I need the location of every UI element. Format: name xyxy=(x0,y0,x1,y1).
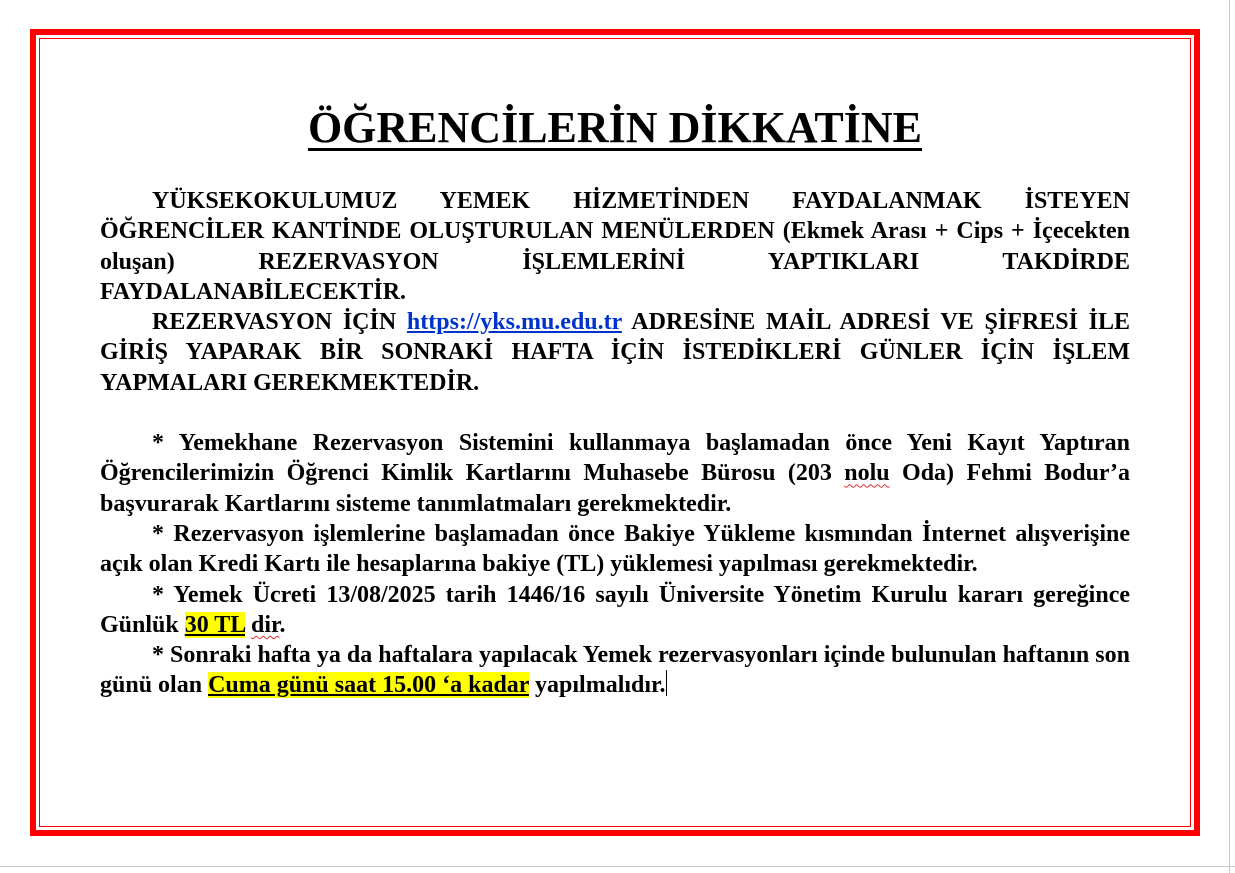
note-student-card xyxy=(100,428,1130,519)
note-deadline xyxy=(100,640,1130,701)
note-balance-loading xyxy=(100,519,1130,580)
note-meal-price-after: . xyxy=(279,611,286,638)
highlight-deadline: Cuma günü saat 15.00 ‘a kadar xyxy=(208,672,530,699)
note-deadline-before: * Sonraki hafta ya da haftalara yapılacak Yemek rezervasyonları içinde bulunulan haftanın son günü olan xyxy=(100,642,1130,699)
paragraph-reservation-text-after: ADRESİNE MAİL ADRESİ VE ŞİFRESİ İLE GİRİŞ YAPARAK BİR SONRAKİ HAFTA İÇİN İSTEDİKLERİ GÜNLER İÇİN İŞLEM YAPMALARI GEREKMEKTEDİR. xyxy=(100,309,1131,396)
text-cursor xyxy=(666,670,667,696)
spellcheck-word-dir[interactable]: dir xyxy=(251,611,280,638)
note-meal-price xyxy=(100,580,1130,641)
paragraph-reservation-text-before: REZERVASYON İÇİN xyxy=(152,309,407,336)
note-meal-price-before: * Yemek Ücreti 13/08/2025 tarih 1446/16 sayılı Üniversite Yönetim Kurulu kararı gereğince Günlük xyxy=(100,581,1130,638)
paragraph-reservation xyxy=(100,307,1130,398)
page-edge-bottom xyxy=(0,866,1235,867)
note-balance-loading-text: * Rezervasyon işlemlerine başlamadan önce Bakiye Yükleme kısmından İnternet alışverişine açık olan Kredi Kartı ile hesaplarına bakiye (TL) yüklemesi yapılması gerekmektedir. xyxy=(100,520,1130,578)
page-title: ÖĞRENCİLERİN DİKKATİNE xyxy=(307,103,923,152)
note-deadline-after: yapılmalıdır. xyxy=(529,672,666,699)
note-student-card-before: * Yemekhane Rezervasyon Sistemini kullanmaya başlamadan önce Yeni Kayıt Yaptıran Öğrencilerimizin Öğrenci Kimlik Kartlarını Muhasebe Bürosu (203 xyxy=(100,430,1130,487)
document-body[interactable] xyxy=(100,186,1130,701)
empty-paragraph xyxy=(100,398,1130,428)
highlight-price: 30 TL xyxy=(184,611,245,638)
page-edge-right xyxy=(1229,0,1230,873)
reservation-link[interactable]: https://yks.mu.edu.tr xyxy=(406,309,622,336)
note-student-card-after: Oda) Fehmi Bodur’a başvurarak Kartlarını sisteme tanımlatmaları gerekmektedir. xyxy=(100,460,1130,517)
paragraph-food-service-text: YÜKSEKOKULUMUZ YEMEK HİZMETİNDEN FAYDALANMAK İSTEYEN ÖĞRENCİLER KANTİNDE OLUŞTURULAN MENÜLERDEN (Ekmek Arası + Cips + İçecekten oluşan) REZERVASYON İŞLEMLERİNİ YAPTIKLARI TAKDİRDE FAYDALANABİLECEKTİR. xyxy=(100,188,1130,305)
spellcheck-word-nolu[interactable]: nolu xyxy=(844,460,890,487)
paragraph-food-service xyxy=(100,186,1130,307)
